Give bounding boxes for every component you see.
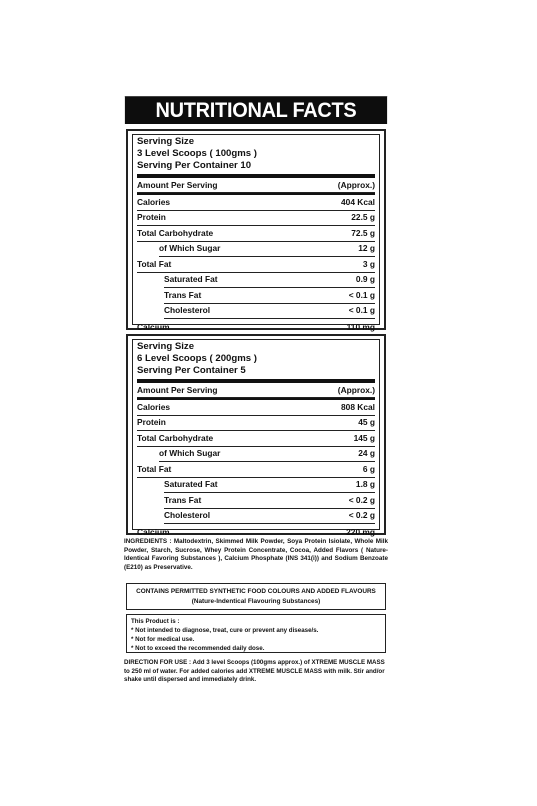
amount-per-serving-label: Amount Per Serving xyxy=(137,385,218,395)
nutrient-value: 45 g xyxy=(358,417,375,427)
nutrient-name: Trans Fat xyxy=(164,494,202,505)
nutrient-value: < 0.2 g xyxy=(348,510,375,520)
nutrient-value: 145 g xyxy=(353,432,375,443)
ingredients-text: INGREDIENTS : Maltodextrin, Skimmed Milk Powder, Soya Protein Isiolate, Whole Milk Powder, Starch, Sucrose, Whey Protein Concentrate, Cocoa, Added Flavors ( Nature-Identical Favoring Substances ), Calcium Phosphate (INS 341(i)) and Sodium Benzoate (E210) as Preservative. xyxy=(124,538,388,571)
nutrient-name: Calories xyxy=(137,401,171,412)
nutrient-value: 404 Kcal xyxy=(341,196,375,207)
nutrient-value: 3 g xyxy=(362,258,375,269)
colours-notice-line2: (Nature-Indentical Flavouring Substances) xyxy=(191,598,321,605)
amount-per-serving-row xyxy=(137,179,375,193)
nutrient-value: 808 Kcal xyxy=(341,401,375,412)
nutrient-row xyxy=(137,195,375,211)
nutrient-name: Total Carbohydrate xyxy=(137,432,214,443)
nutrient-name: Saturated Fat xyxy=(164,274,218,284)
nutrient-value: 220 mg xyxy=(346,526,375,537)
nutrient-name: Protein xyxy=(137,212,166,222)
disclaimer-item: * Not for medical use. xyxy=(131,636,195,643)
nutrient-name: Calcium xyxy=(137,321,170,332)
nutrient-name: of Which Sugar xyxy=(159,448,221,458)
nutrient-value: < 0.1 g xyxy=(348,305,375,315)
nutrient-name: Protein xyxy=(137,417,166,427)
nutrient-value: 1.8 g xyxy=(355,479,375,489)
nutrient-row xyxy=(164,509,375,525)
disclaimer-item: * Not to exceed the recommended daily dose. xyxy=(131,645,265,652)
nutrient-row xyxy=(137,226,375,242)
nutrient-value: 24 g xyxy=(358,448,375,458)
nutrient-name: Saturated Fat xyxy=(164,479,218,489)
nutrient-row xyxy=(159,447,375,463)
nutrient-name: Cholesterol xyxy=(164,305,211,315)
nutrient-name: Cholesterol xyxy=(164,510,211,520)
serving-panel-100g xyxy=(126,129,386,330)
serving-panel-200g xyxy=(126,334,386,535)
nutrition-label xyxy=(118,96,394,684)
nutrient-row xyxy=(137,400,375,416)
serving-size-label: Serving Size xyxy=(137,341,195,352)
panel-inner xyxy=(132,134,380,332)
approx-label: (Approx.) xyxy=(337,385,375,395)
nutrient-value: 22.5 g xyxy=(351,212,375,222)
nutrient-row xyxy=(164,478,375,494)
servings-per-container: Serving Per Container 5 xyxy=(137,365,246,376)
nutrient-name: Calories xyxy=(137,196,171,207)
servings-per-container: Serving Per Container 10 xyxy=(137,160,252,171)
directions-for-use: DIRECTION FOR USE : Add 3 level Scoops (100gms approx.) of XTREME MUSCLE MASS to 250 ml of water. For added calories add XTREME MUSCLE MASS with milk. Stir and/or shake until dispersed and immediately drink. xyxy=(124,659,385,684)
colours-notice xyxy=(126,583,386,610)
nutrient-value: 12 g xyxy=(358,243,375,253)
nutrient-value: < 0.2 g xyxy=(348,494,375,505)
label-title: NUTRITIONAL FACTS xyxy=(125,96,387,124)
nutrient-row xyxy=(137,416,375,432)
colours-notice-line1: CONTAINS PERMITTED SYNTHETIC FOOD COLOURS AND ADDED FLAVOURS xyxy=(136,588,376,595)
amount-per-serving-label: Amount Per Serving xyxy=(137,180,218,190)
nutrient-value: 72.5 g xyxy=(351,227,375,238)
serving-size-value: 6 Level Scoops ( 200gms ) xyxy=(137,353,257,364)
nutrient-value: 0.9 g xyxy=(355,274,375,284)
approx-label: (Approx.) xyxy=(337,180,375,190)
nutrient-row xyxy=(137,431,375,447)
nutrient-row xyxy=(137,257,375,273)
nutrient-row xyxy=(137,462,375,478)
nutrient-row xyxy=(159,242,375,258)
nutrient-value: < 0.1 g xyxy=(348,289,375,300)
nutrient-row xyxy=(164,493,375,509)
nutrient-name: of Which Sugar xyxy=(159,243,221,253)
nutrient-name: Total Carbohydrate xyxy=(137,227,214,238)
nutrient-row xyxy=(164,304,375,320)
disclaimer-intro: This Product is : xyxy=(131,618,180,625)
nutrient-name: Calcium xyxy=(137,526,170,537)
amount-per-serving-row xyxy=(137,384,375,398)
nutrient-row xyxy=(164,288,375,304)
nutrient-name: Trans Fat xyxy=(164,289,202,300)
product-disclaimer xyxy=(126,614,386,653)
nutrient-row xyxy=(164,273,375,289)
nutrient-name: Total Fat xyxy=(137,463,172,474)
disclaimer-item: * Not intended to diagnose, treat, cure or prevent any disease/s. xyxy=(131,627,319,634)
nutrient-value: 110 mg xyxy=(346,321,375,332)
panel-inner xyxy=(132,339,380,537)
nutrient-name: Total Fat xyxy=(137,258,172,269)
serving-size-value: 3 Level Scoops ( 100gms ) xyxy=(137,148,257,159)
serving-size-label: Serving Size xyxy=(137,136,195,147)
nutrient-row xyxy=(137,211,375,227)
nutrient-value: 6 g xyxy=(362,463,375,474)
nutrient-row xyxy=(137,319,375,335)
